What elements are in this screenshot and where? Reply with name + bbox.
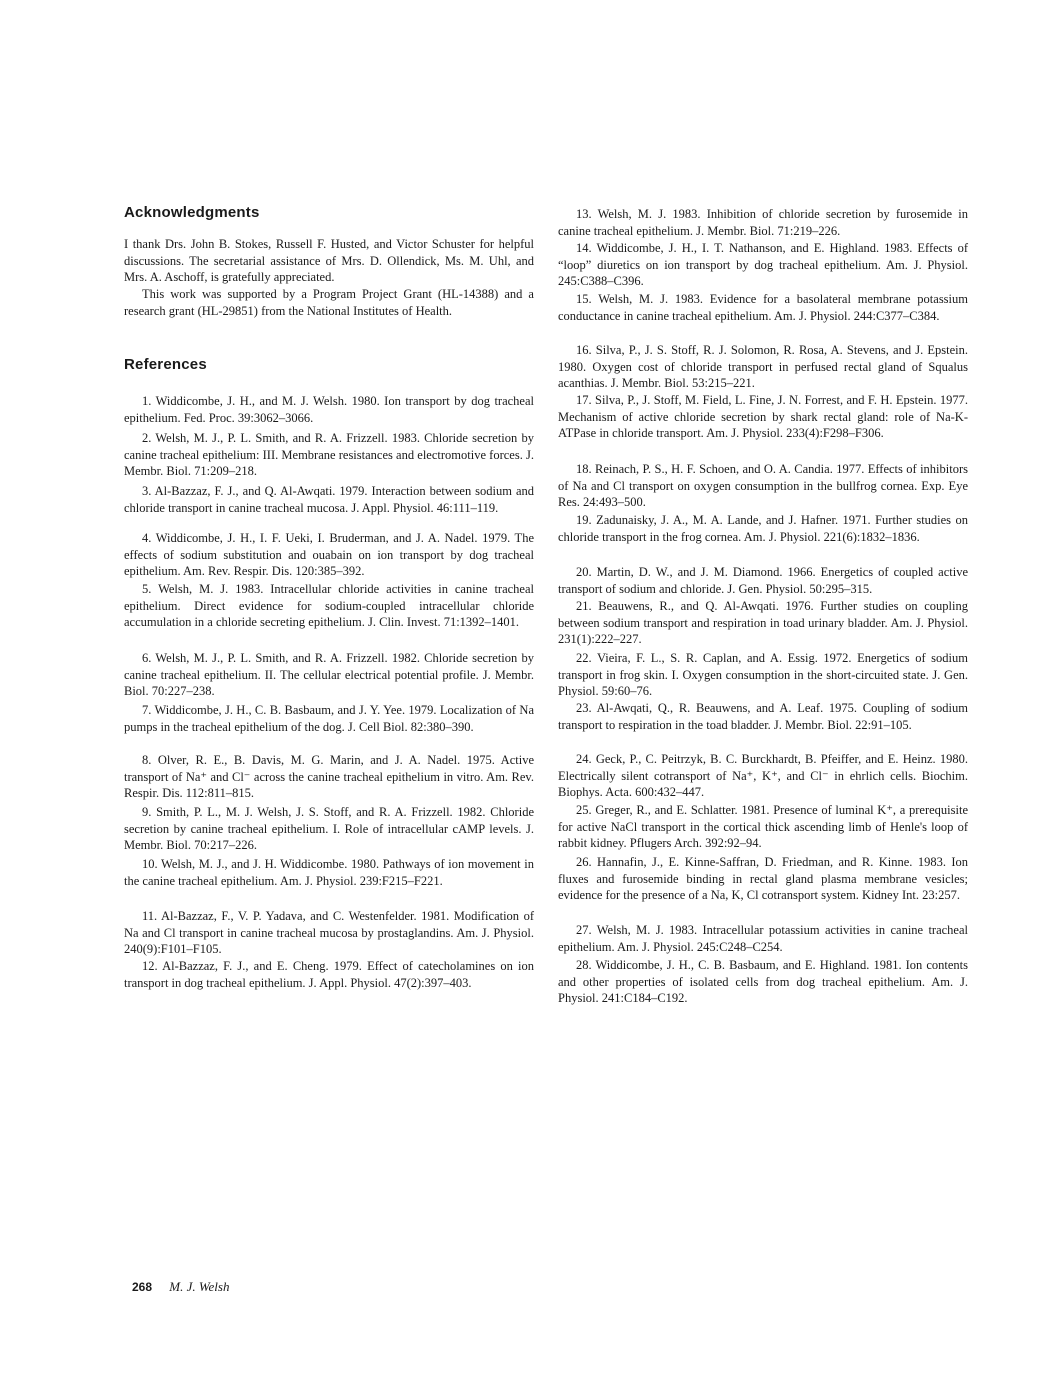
reference-item: 12. Al-Bazzaz, F. J., and E. Cheng. 1979. Effect of catecholamines on ion transport in dog tracheal epithelium. J. Appl. Physiol. 47(2):397–403. [124, 959, 534, 990]
page-footer [132, 1279, 229, 1295]
reference-item: 1. Widdicombe, J. H., and M. J. Welsh. 1980. Ion transport by dog tracheal epithelium. Fed. Proc. 39:3062–3066. [124, 394, 534, 425]
reference-item: 6. Welsh, M. J., P. L. Smith, and R. A. Frizzell. 1982. Chloride secretion by canine tracheal epithelium. II. The cellular electrical potential profile. J. Membr. Biol. 70:227–238. [124, 651, 534, 699]
reference-item: 14. Widdicombe, J. H., I. T. Nathanson, and E. Highland. 1983. Effects of “loop” diuretics on ion transport by dog tracheal epithelium. Am. J. Physiol. 245:C388–C396. [558, 241, 968, 289]
reference-item: 2. Welsh, M. J., P. L. Smith, and R. A. Frizzell. 1983. Chloride secretion by canine tracheal epithelium: III. Membrane resistances and electromotive forces. J. Membr. Biol. 71:209–218. [124, 431, 534, 479]
reference-item: 7. Widdicombe, J. H., C. B. Basbaum, and J. Y. Yee. 1979. Localization of Na pumps in the tracheal epithelium of the dog. J. Cell Biol. 82:380–390. [124, 703, 534, 734]
reference-item: 25. Greger, R., and E. Schlatter. 1981. Presence of luminal K⁺, a prerequisite for active NaCl transport in the cortical thick ascending limb of Henle's loop of rabbit kidney. Pflugers Arch. 392:92–94. [558, 803, 968, 851]
reference-item: 18. Reinach, P. S., H. F. Schoen, and O. A. Candia. 1977. Effects of inhibitors of Na and Cl transport on oxygen consumption in the bullfrog cornea. Exp. Eye Res. 24:493–500. [558, 462, 968, 510]
reference-item: 15. Welsh, M. J. 1983. Evidence for a basolateral membrane potassium conductance in canine tracheal epithelium. Am. J. Physiol. 244:C377–C384. [558, 292, 968, 323]
reference-item: 17. Silva, P., J. Stoff, M. Field, L. Fine, J. N. Forrest, and F. H. Epstein. 1977. Mechanism of active chloride secretion by shark rectal gland: role of Na-K-ATPase in chloride transport. Am. J. Physiol. 233(4):F298–F306. [558, 393, 968, 441]
reference-item: 3. Al-Bazzaz, F. J., and Q. Al-Awqati. 1979. Interaction between sodium and chloride transport in canine tracheal mucosa. J. Appl. Physiol. 46:111–119. [124, 484, 534, 515]
funding-paragraph: This work was supported by a Program Project Grant (HL-14388) and a research grant (HL-29851) from the National Institutes of Health. [124, 287, 534, 318]
reference-item: 9. Smith, P. L., M. J. Welsh, J. S. Stoff, and R. A. Frizzell. 1982. Chloride secretion by canine tracheal epithelium. I. Role of intracellular cAMP levels. J. Membr. Biol. 70:217–226. [124, 805, 534, 853]
reference-item: 23. Al-Awqati, Q., R. Beauwens, and A. Leaf. 1975. Coupling of sodium transport to respiration in the toad bladder. J. Membr. Biol. 22:91–105. [558, 701, 968, 732]
reference-item: 11. Al-Bazzaz, F., V. P. Yadava, and C. Westenfelder. 1981. Modification of Na and Cl transport in canine tracheal mucosa by prostaglandins. Am. J. Physiol. 240(9):F101–F105. [124, 909, 534, 957]
reference-item: 8. Olver, R. E., B. Davis, M. G. Marin, and J. A. Nadel. 1975. Active transport of Na⁺ and Cl⁻ across the canine tracheal epithelium in vitro. Am. Rev. Respir. Dis. 112:811–815. [124, 753, 534, 801]
reference-item: 21. Beauwens, R., and Q. Al-Awqati. 1976. Further studies on coupling between sodium transport and respiration in toad urinary bladder. Am. J. Physiol. 231(1):222–227. [558, 599, 968, 647]
reference-item: 10. Welsh, M. J., and J. H. Widdicombe. 1980. Pathways of ion movement in the canine tracheal epithelium. Am. J. Physiol. 239:F215–F221. [124, 857, 534, 888]
reference-item: 19. Zadunaisky, J. A., M. A. Lande, and J. Hafner. 1971. Further studies on chloride transport in the frog cornea. Am. J. Physiol. 221(6):1832–1836. [558, 513, 968, 544]
reference-item: 24. Geck, P., C. Peitrzyk, B. C. Burckhardt, B. Pfeiffer, and E. Heinz. 1980. Electrically silent cotransport of Na⁺, K⁺, and Cl⁻ in ehrlich cells. Biochim. Biophys. Acta. 600:432–447. [558, 752, 968, 800]
reference-item: 20. Martin, D. W., and J. M. Diamond. 1966. Energetics of coupled active transport of sodium and chloride. J. Gen. Physiol. 50:295–315. [558, 565, 968, 596]
acknowledgments-paragraph: I thank Drs. John B. Stokes, Russell F. Husted, and Victor Schuster for helpful discussions. The secretarial assistance of Mrs. D. Ollendick, Ms. M. Uhl, and Mrs. A. Aschoff, is gratefully appreciated. [124, 237, 534, 285]
page-number: 268 [132, 1280, 153, 1294]
reference-item: 5. Welsh, M. J. 1983. Intracellular chloride activities in canine tracheal epithelium. Direct evidence for sodium-coupled intracellular chloride accumulation in a chloride secreting epithelium. J. Clin. Invest. 71:1392–1401. [124, 582, 534, 630]
reference-item: 4. Widdicombe, J. H., I. F. Ueki, I. Bruderman, and J. A. Nadel. 1979. The effects of sodium substitution and ouabain on ion transport by dog tracheal epithelium. Am. Rev. Respir. Dis. 120:385–392. [124, 531, 534, 579]
reference-item: 13. Welsh, M. J. 1983. Inhibition of chloride secretion by furosemide in canine tracheal epithelium. J. Membr. Biol. 71:219–226. [558, 207, 968, 238]
references-heading: References [124, 356, 207, 373]
running-author: M. J. Welsh [169, 1279, 230, 1294]
reference-item: 28. Widdicombe, J. H., C. B. Basbaum, and E. Highland. 1981. Ion contents and other properties of isolated cells from dog tracheal epithelium. Am. J. Physiol. 241:C184–C192. [558, 958, 968, 1006]
reference-item: 16. Silva, P., J. S. Stoff, R. J. Solomon, R. Rosa, A. Stevens, and J. Epstein. 1980. Oxygen cost of chloride transport in perfused rectal gland of Squalus acanthias. J. Membr. Biol. 53:215–221. [558, 343, 968, 391]
reference-item: 26. Hannafin, J., E. Kinne-Saffran, D. Friedman, and R. Kinne. 1983. Ion fluxes and furosemide binding in rectal gland plasma membrane vesicles; evidence for the presence of a Na, K, Cl cotransport system. Kidney Int. 23:257. [558, 855, 968, 903]
acknowledgments-heading: Acknowledgments [124, 204, 260, 221]
reference-item: 27. Welsh, M. J. 1983. Intracellular potassium activities in canine tracheal epithelium. Am. J. Physiol. 245:C248–C254. [558, 923, 968, 954]
reference-item: 22. Vieira, F. L., S. R. Caplan, and A. Essig. 1972. Energetics of sodium transport in frog skin. I. Oxygen consumption in the short-circuited state. J. Gen. Physiol. 59:60–76. [558, 651, 968, 699]
